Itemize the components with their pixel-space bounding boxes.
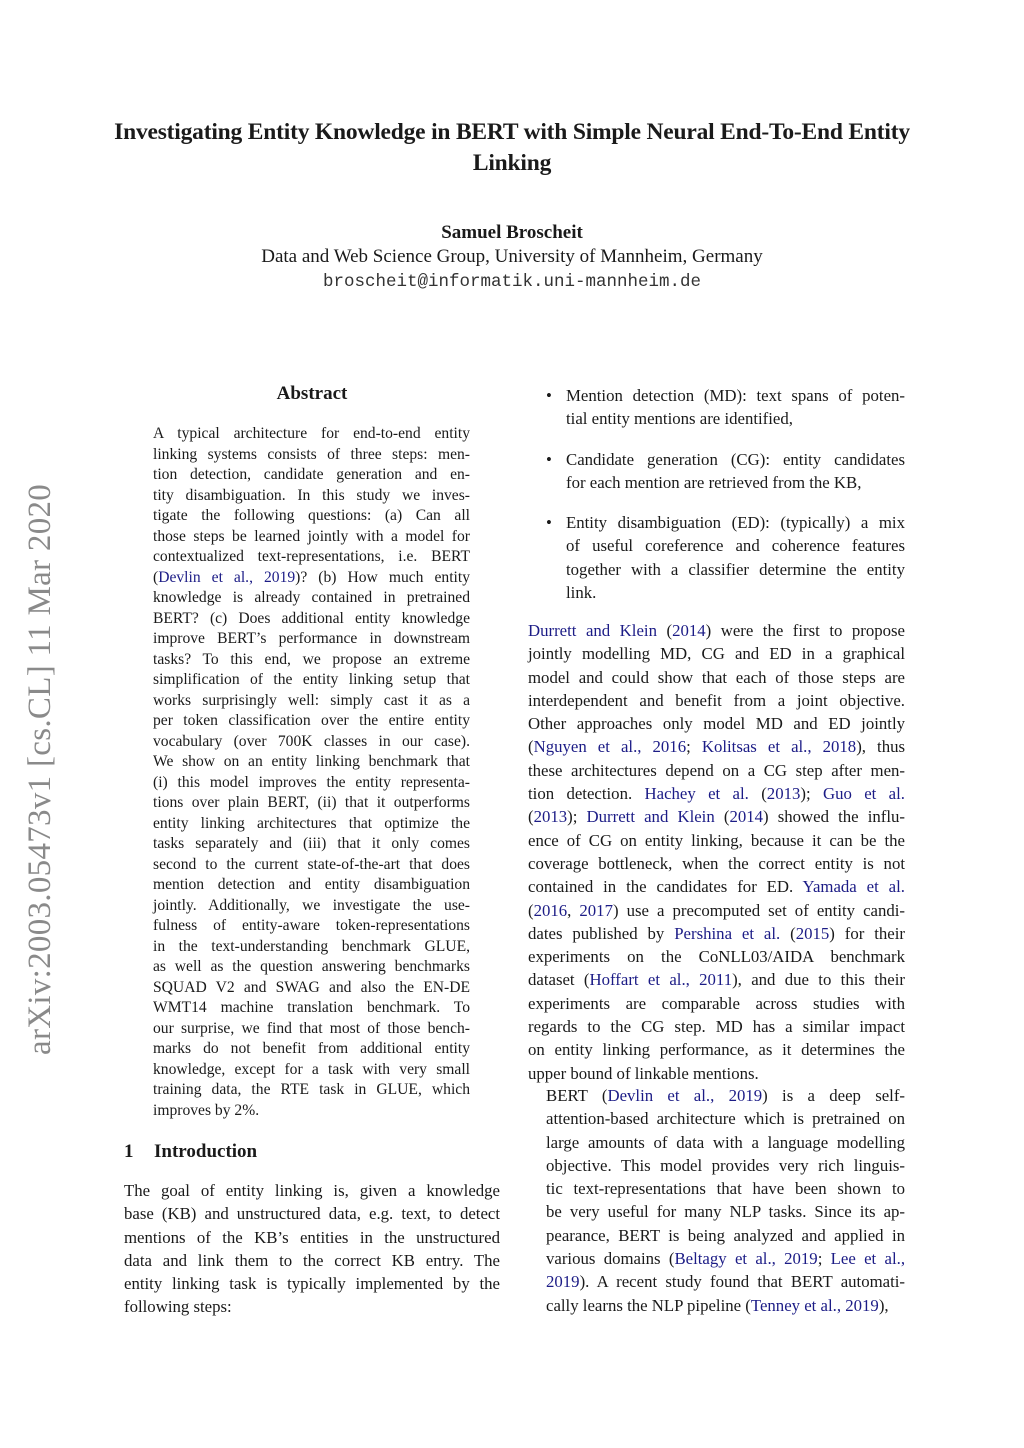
bullet-dot-icon: • — [546, 513, 552, 533]
bert-paragraph — [528, 1084, 905, 1317]
paper-title: Investigating Entity Knowledge in BERT with Simple Neural End-To-End Entity Linking — [114, 119, 910, 176]
citation-link[interactable]: Hoffart et al., 2011 — [589, 970, 733, 990]
text-line: works surprisingly well: simply cast it as a — [153, 691, 470, 709]
citation-link[interactable]: Yamada et al. — [802, 877, 905, 897]
citation-link[interactable]: Hachey et al. — [644, 784, 749, 804]
citation-link[interactable]: 2013 — [533, 807, 568, 827]
text-line: contained in the candidates for ED. Yamada et al. — [528, 877, 905, 897]
text-line: contextualized text-representations, i.e. BERT — [153, 548, 470, 565]
bullet-dot-icon: • — [546, 386, 552, 405]
text-line: tial entity mentions are identified, — [566, 409, 793, 429]
text-line: Entity disambiguation (ED): (typically) a mix — [566, 513, 905, 533]
text-line: knowledge, except for a task with very small — [153, 1060, 470, 1078]
text-line: tigate the following questions: (a) Can all — [153, 507, 470, 524]
citation-link[interactable]: Devlin et al., 2019 — [607, 1086, 763, 1105]
text-line: Other approaches only model MD and ED jointly — [528, 714, 905, 734]
text-line: in the text-understanding benchmark GLUE, — [153, 937, 470, 955]
text-line: Candidate generation (CG): entity candidates — [566, 449, 905, 469]
text-line: (Devlin et al., 2019)? (b) How much entity — [153, 568, 470, 586]
bullet-item-md — [528, 384, 905, 431]
text-line: tasks? To this end, we propose an extreme — [153, 650, 470, 668]
citation-link[interactable]: Nguyen et al., 2016 — [533, 737, 687, 757]
section-number: 1 — [124, 1141, 134, 1162]
abstract-body — [153, 424, 470, 1121]
text-line: experiments on the CoNLL03/AIDA benchmark — [528, 947, 905, 967]
text-line: tity disambiguation. In this study we inves- — [153, 486, 470, 504]
text-line: WMT14 machine translation benchmark. To — [153, 999, 470, 1016]
introduction-paragraph — [124, 1179, 500, 1319]
text-line: tion detection, candidate generation and en- — [153, 466, 470, 483]
text-line: jointly modelling MD, CG and ED in a graphical — [528, 644, 905, 664]
text-line: tion detection. Hachey et al. (2013); Guo et al. — [528, 784, 905, 804]
citation-link[interactable]: Beltagy et al., 2019 — [674, 1249, 818, 1269]
text-line: simplification of the entity linking setup that — [153, 671, 470, 688]
text-line: improves by 2%. — [153, 1101, 260, 1119]
text-line: knowledge is already contained in pretrained — [153, 589, 470, 606]
text-line: tions over plain BERT, (ii) that it outperforms — [153, 794, 470, 811]
text-line: of useful coreference and coherence features — [566, 536, 905, 556]
text-line: cally learns the NLP pipeline (Tenney et al., 2019), — [546, 1295, 889, 1315]
citation-link[interactable]: 2013 — [766, 784, 801, 804]
section-heading-introduction — [124, 1141, 257, 1163]
text-line: ence of CG on entity linking, because it can be the — [528, 830, 905, 850]
text-line: those steps be learned jointly with a model for — [153, 527, 470, 545]
citation-link[interactable]: Durrett and Klein — [528, 621, 657, 640]
citation-link[interactable]: Durrett and Klein — [586, 807, 715, 827]
text-line: jointly. Additionally, we investigate the use- — [153, 896, 470, 914]
text-line: training data, the RTE task in GLUE, which — [153, 1081, 470, 1098]
text-line: these architectures depend on a CG step after men- — [528, 760, 905, 780]
text-line: marks do not benefit from additional entity — [153, 1040, 470, 1057]
citation-link[interactable]: Tenney et al., 2019 — [750, 1295, 879, 1315]
bullet-text — [566, 511, 905, 604]
text-line: mentions of the KB’s entities in the unstructured — [124, 1227, 500, 1247]
text-line: be very useful for many NLP tasks. Since its ap- — [546, 1202, 905, 1222]
bullet-dot-icon: • — [546, 449, 552, 469]
text-line: objective. This model provides very rich linguis- — [546, 1155, 905, 1175]
citation-link[interactable]: 2014 — [672, 621, 706, 640]
text-line: improve BERT’s performance in downstream — [153, 630, 470, 647]
citation-link[interactable]: Devlin et al., 2019 — [158, 568, 296, 586]
citation-link[interactable]: 2019 — [546, 1272, 580, 1292]
text-line: 2019). A recent study found that BERT automati- — [546, 1272, 905, 1292]
text-line: fulness of entity-aware token-representations — [153, 917, 470, 934]
text-line: data and link them to the correct KB entry. The — [124, 1250, 500, 1270]
section-title: Introduction — [154, 1141, 258, 1162]
citation-link[interactable]: 2016 — [533, 900, 568, 920]
text-line: mention detection and entity disambiguation — [153, 876, 470, 893]
text-line: The goal of entity linking is, given a knowledge — [124, 1181, 500, 1200]
author-affiliation: Data and Web Science Group, University of Mannheim, Germany — [261, 246, 763, 267]
text-line: regards to the CG step. MD has a similar impact — [528, 1017, 905, 1037]
text-line: link. — [566, 583, 597, 603]
text-line: tasks separately and (iii) that it only comes — [153, 835, 470, 852]
text-line: attention-based architecture which is pretrained on — [546, 1109, 905, 1129]
text-line: dataset (Hoffart et al., 2011), and due to this their — [528, 970, 905, 990]
steps-bullet-list — [528, 384, 905, 621]
text-line: large amounts of data with a language modelling — [546, 1132, 905, 1152]
text-line: as well as the question answering benchmarks — [153, 958, 470, 975]
abstract-heading: Abstract — [276, 383, 348, 404]
author-email[interactable]: broscheit@informatik.uni-mannheim.de — [322, 272, 702, 292]
citation-link[interactable]: Kolitsas et al., 2018 — [701, 737, 857, 757]
text-line: vocabulary (over 700K classes in our case). — [153, 732, 470, 750]
text-line: (i) this model improves the entity representa- — [153, 773, 470, 791]
text-line: pearance, BERT is being analyzed and applied in — [546, 1225, 905, 1245]
text-line: various domains (Beltagy et al., 2019; Lee et al., — [546, 1249, 906, 1269]
text-line: SQUAD V2 and SWAG and also the EN-DE — [153, 978, 470, 996]
text-line: model and could show that each of those steps are — [528, 667, 905, 687]
text-line: together with a classifier determine the entity — [566, 559, 905, 579]
text-line: linking systems consists of three steps: men- — [153, 445, 470, 463]
bullet-text — [566, 448, 905, 495]
arxiv-identifier-stamp: arXiv:2003.05473v1 [cs.CL] 11 Mar 2020 — [22, 483, 58, 1055]
text-line: for each mention are retrieved from the KB, — [566, 472, 862, 492]
text-line: dates published by Pershina et al. (2015) for their — [528, 923, 905, 943]
text-line: coverage bottleneck, when the correct entity is not — [528, 853, 905, 873]
related-work-paragraph — [528, 619, 905, 1085]
text-line: on entity linking performance, as it determines the — [528, 1040, 905, 1060]
citation-link[interactable]: 2015 — [795, 923, 830, 943]
text-line: following steps: — [124, 1297, 232, 1317]
text-line: (Nguyen et al., 2016; Kolitsas et al., 2018), thus — [528, 737, 906, 757]
text-line: base (KB) and unstructured data, e.g. text, to detect — [124, 1204, 500, 1224]
bullet-item-ed — [528, 511, 905, 604]
citation-link[interactable]: Lee et al., — [830, 1249, 906, 1269]
bullet-item-cg — [528, 448, 905, 495]
text-line: our surprise, we find that most of those bench- — [153, 1019, 470, 1037]
text-line: entity linking task is typically implemented by the — [124, 1274, 500, 1294]
text-line: upper bound of linkable mentions. — [528, 1063, 759, 1083]
text-line: experiments are comparable across studies with — [528, 993, 905, 1013]
text-line: BERT (Devlin et al., 2019) is a deep self- — [546, 1086, 906, 1105]
text-line: interdependent and benefit from a joint objective. — [528, 690, 905, 710]
text-line: (2016, 2017) use a precomputed set of entity candi- — [528, 900, 905, 920]
text-line: entity linking architectures that optimize the — [153, 814, 470, 832]
text-line: tic text-representations that have been shown to — [546, 1179, 905, 1199]
text-line: per token classification over the entire entity — [153, 712, 470, 729]
text-line: BERT? (c) Does additional entity knowledge — [153, 609, 470, 627]
bullet-text — [566, 384, 905, 431]
citation-link[interactable]: 2017 — [579, 900, 613, 920]
text-line: A typical architecture for end-to-end entity — [153, 425, 470, 442]
citation-link[interactable]: Pershina et al. — [674, 923, 781, 943]
text-line: Durrett and Klein (2014) were the first to propose — [528, 621, 905, 640]
citation-link[interactable]: 2014 — [729, 807, 763, 827]
citation-link[interactable]: Guo et al. — [822, 784, 905, 804]
text-line: second to the current state-of-the-art that does — [153, 855, 470, 873]
text-line: (2013); Durrett and Klein (2014) showed the influ- — [528, 807, 905, 827]
text-line: Mention detection (MD): text spans of poten- — [566, 386, 905, 405]
text-line: We show on an entity linking benchmark that — [153, 753, 470, 770]
author-name: Samuel Broscheit — [441, 222, 583, 243]
